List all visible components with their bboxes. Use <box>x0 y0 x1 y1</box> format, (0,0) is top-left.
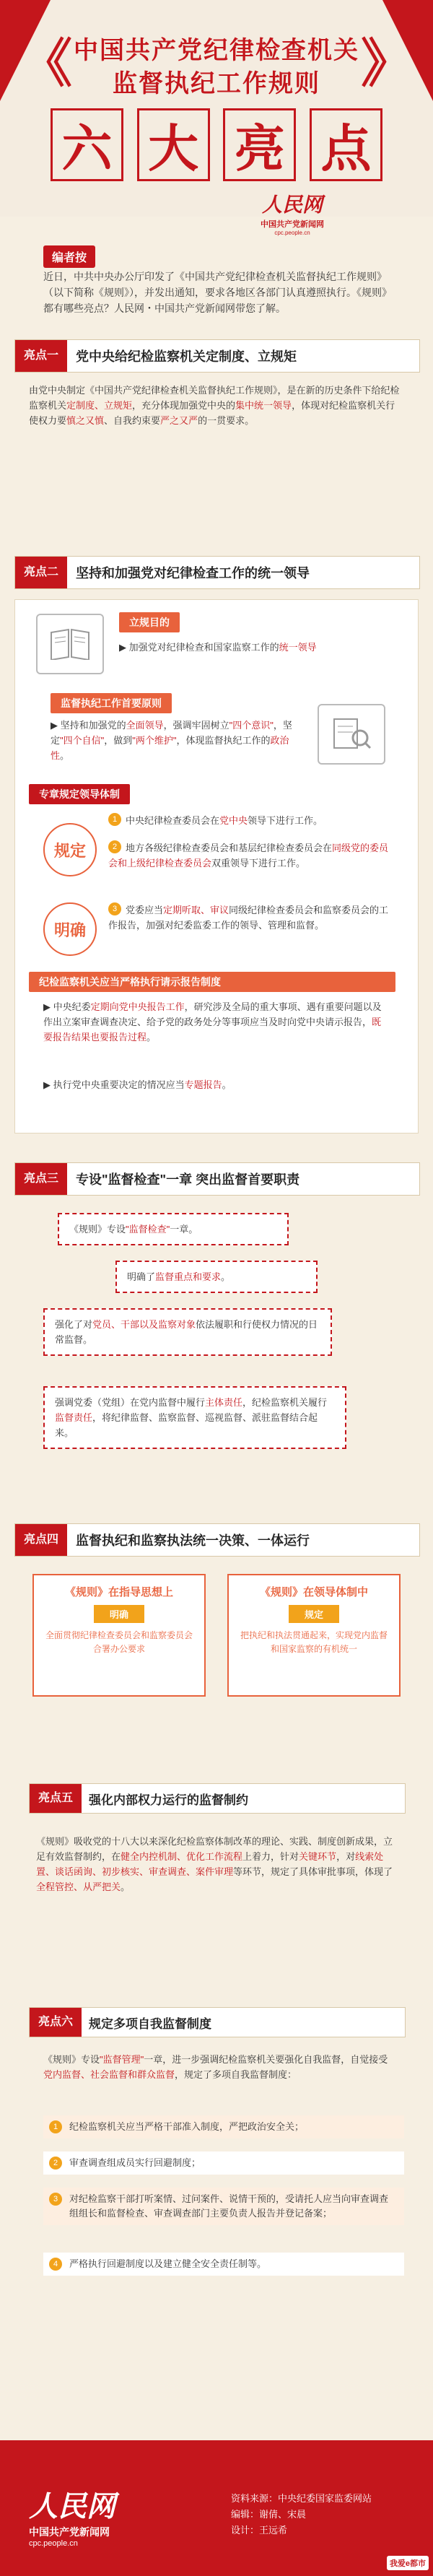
watermark: 我爱e都市 <box>387 2556 429 2570</box>
box2-title: 监督执纪工作首要原则 <box>51 693 172 713</box>
section-1-header <box>14 339 420 373</box>
report-item-2: ▶ 执行党中央重要决定的情况应当专题报告。 <box>43 1079 232 1090</box>
document-search-icon <box>318 704 385 765</box>
section-5-text: 《规则》吸收党的十八大以来深化纪检监察体制改革的理论、实践、制度创新成果，立足有效监督制约，在健全内控机制、优化工作流程上着力，针对关键环节，对线索处置、谈话函询、初步核实、审查调查、案件审理等环节，规定了具体审批事项，体现了全程管控、从严把关。 <box>36 1836 393 1892</box>
section-3-tag: 亮点三 <box>15 1163 67 1195</box>
s4-right-mid: 规定 <box>289 1605 339 1623</box>
section-4-title: 监督执纪和监察执法统一决策、一体运行 <box>76 1533 310 1548</box>
section-5-header <box>29 1783 406 1814</box>
footer-design: 设计：王远希 <box>231 2525 288 2536</box>
footer-logo <box>29 2484 115 2548</box>
section-1-title: 党中央给纪检监察机关定制度、立规矩 <box>76 349 297 364</box>
section-2-tag: 亮点二 <box>15 557 67 588</box>
s4-right-text: 把执纪和执法贯通起来，实现党内监督和国家监察的有机统一 <box>240 1630 388 1654</box>
s3-box-1: 《规则》专设"监督检查"一章。 <box>58 1213 289 1245</box>
label-rule: 规定 <box>43 823 97 876</box>
logo-main: 人民网 <box>261 194 323 217</box>
section-3-title: 专设"监督检查"一章 突出监督首要职责 <box>76 1172 300 1187</box>
editor-note-text: 近日，中共中央办公厅印发了《中国共产党纪律检查机关监督执纪工作规则》（以下简称《规则》），并发出通知，要求各地区各部门认真遵照执行。《规则》都有哪些亮点？人民网・中国共产党新闻网带您了解。 <box>43 271 387 314</box>
s6-item-1: 1 纪检监察机关应当严格干部准入制度，严把政治安全关； <box>43 2115 404 2138</box>
section-5-tag: 亮点五 <box>30 1784 82 1813</box>
title-line-1: 中国共产党纪律检查机关 <box>74 37 359 64</box>
number-badge: 1 <box>49 2120 62 2133</box>
section-2-header <box>14 556 420 589</box>
number-badge: 2 <box>108 840 121 853</box>
editor-note-tag: 编者按 <box>43 245 95 268</box>
footer-credits <box>231 2491 372 2538</box>
leader-item-2: 2 地方各级纪律检查委员会和基层纪律检查委员会在同级党的委员会和上级纪律检查委员会双重领导下进行工作。 <box>108 840 397 871</box>
footer-logo-url: cpc.people.cn <box>29 2539 78 2548</box>
footer-logo-main: 人民网 <box>29 2490 115 2523</box>
footer-editor: 编辑：谢倩、宋晨 <box>231 2509 307 2520</box>
s4-right-box <box>227 1574 401 1697</box>
leadership-tag: 专章规定领导体制 <box>29 784 130 804</box>
number-badge: 3 <box>108 902 121 915</box>
leader-item-3: 3 党委应当定期听取、审议同级纪律检查委员会和监察委员会的工作报告，加强对纪委监委工作的领导、管理和监督。 <box>108 902 397 933</box>
section-5-title: 强化内部权力运行的监督制约 <box>89 1793 249 1807</box>
label-clear: 明确 <box>43 902 97 956</box>
big-title-char: 大 <box>137 108 210 181</box>
big-title-char: 六 <box>51 108 123 181</box>
big-title <box>51 108 382 181</box>
section-1-text: 由党中央制定《中国共产党纪律检查机关监督执纪工作规则》，是在新的历史条件下给纪检监察机关定制度、立规矩，充分体现加强党中央的集中统一领导，体现对纪检监察机关行使权力要慎之又慎、自我约束要严之又严的一贯要求。 <box>29 385 400 426</box>
section-6-tag: 亮点六 <box>30 2008 82 2037</box>
book-icon <box>36 614 104 674</box>
number-badge: 1 <box>108 813 121 826</box>
s4-left-text: 全面贯彻纪律检查委员会和监察委员会合署办公要求 <box>45 1630 193 1654</box>
section-3-header <box>14 1162 420 1196</box>
footer-logo-sub: 中国共产党新闻网 <box>29 2526 110 2538</box>
title-line-2: 监督执纪工作规则 <box>113 70 320 97</box>
s4-left-top: 《规则》在指导思想上 <box>64 1586 173 1598</box>
section-4-header <box>14 1523 420 1557</box>
people-logo <box>231 189 354 236</box>
section-1-tag: 亮点一 <box>15 340 67 372</box>
big-title-char: 亮 <box>223 108 296 181</box>
box2-text: ▶ 坚持和加强党的全面领导，强调牢固树立"四个意识"，坚定"四个自信"，做到"两个维护"，体现监督执纪工作的政治性。 <box>51 720 292 761</box>
section-4-tag: 亮点四 <box>15 1524 67 1556</box>
header <box>0 0 433 236</box>
section-6-title: 规定多项自我监督制度 <box>89 2016 212 2031</box>
leader-item-1: 1 中央纪律检查委员会在党中央领导下进行工作。 <box>108 813 397 828</box>
s6-item-3: 3 对纪检监察干部打听案情、过问案件、说情干预的，受请托人应当向审查调查组组长和监督检查、审查调查部门主要负责人报告并登记备案； <box>43 2188 404 2225</box>
report-item-1: ▶ 中央纪委定期向党中央报告工作，研究涉及全局的重大事项、遇有重要问题以及作出立案审查调查决定、给予党的政务处分等事项应当及时向党中央请示报告，既要报告结果也要报告过程。 <box>43 1001 382 1043</box>
footer <box>0 2440 433 2576</box>
section-2-title: 坚持和加强党对纪律检查工作的统一领导 <box>76 566 310 580</box>
s6-item-2: 2 审查调查组成员实行回避制度； <box>43 2151 404 2175</box>
number-badge: 2 <box>49 2157 62 2170</box>
logo-sub: 中国共产党新闻网 <box>261 220 324 229</box>
big-title-char: 点 <box>310 108 382 181</box>
logo-url: cpc.people.cn <box>274 230 310 236</box>
s3-box-2: 明确了监督重点和要求。 <box>115 1261 318 1293</box>
box1-text: ▶ 加强党对纪律检查和国家监察工作的统一领导 <box>119 642 317 653</box>
s3-box-4: 强调党委（党组）在党内监督中履行主体责任，纪检监察机关履行监督责任，将纪律监督、监察监督、巡视监督、派驻监督结合起来。 <box>43 1386 346 1449</box>
title-bracket-left: 《 <box>20 35 73 93</box>
report-tag: 纪检监察机关应当严格执行请示报告制度 <box>29 972 395 992</box>
title-bracket-right: 》 <box>360 35 413 93</box>
number-badge: 4 <box>49 2258 62 2271</box>
box1-title: 立规目的 <box>119 612 180 632</box>
s3-box-3: 强化了对党员、干部以及监察对象依法履职和行使权力情况的日常监督。 <box>43 1308 332 1356</box>
s6-item-4: 4 严格执行回避制度以及建立健全安全责任制等。 <box>43 2253 404 2276</box>
s4-left-box <box>32 1574 206 1697</box>
s4-left-mid: 明确 <box>94 1605 144 1623</box>
number-badge: 3 <box>49 2193 62 2206</box>
section-6-intro: 《规则》专设"监督管理"一章，进一步强调纪检监察机关要强化自我监督，自觉接受党内监督、社会监督和群众监督，规定了多项自我监督制度： <box>43 2054 388 2080</box>
footer-source: 资料来源：中央纪委国家监委网站 <box>231 2493 372 2504</box>
s4-right-top: 《规则》在领导体制中 <box>259 1586 368 1598</box>
section-6-header <box>29 2007 406 2037</box>
